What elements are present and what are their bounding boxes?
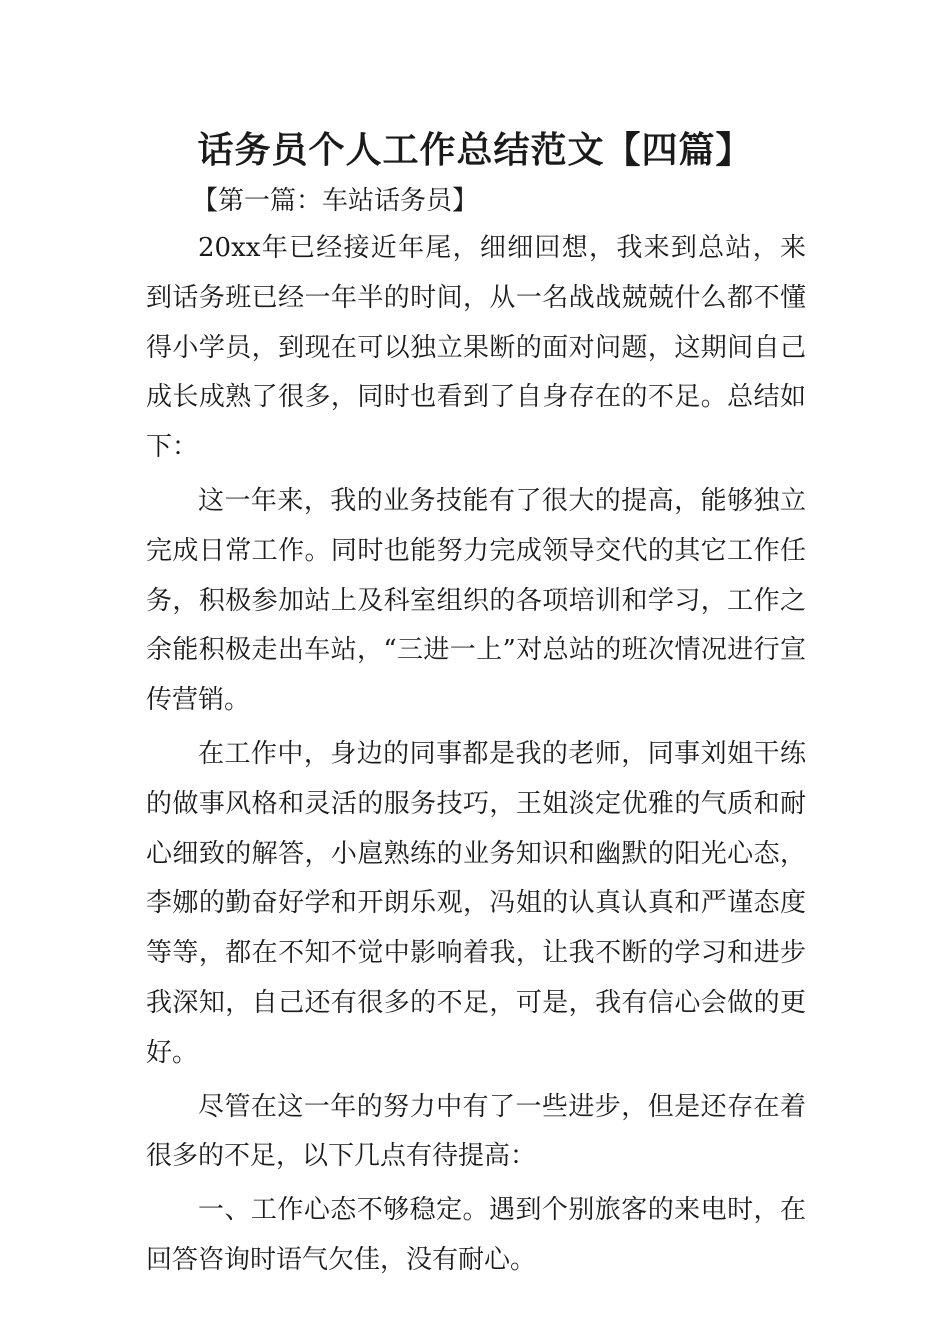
document-body: [146, 224, 806, 1290]
paragraph-5: 一、工作心态不够稳定。遇到个别旅客的来电时，在回答咨询时语气欠佳，没有耐心。: [146, 1195, 806, 1275]
paragraph-3: 在工作中，身边的同事都是我的老师，同事刘姐干练的做事风格和灵活的服务技巧，王姐淡定优雅的气质和耐心细致的解答，小扈熟练的业务知识和幽默的阳光心态，李娜的勤奋好学和开朗乐观，冯姐的认真认真和严谨态度等等，都在不知不觉中影响着我，让我不断的学习和进步我深知，自己还有很多的不足，可是，我有信心会做的更好。: [146, 738, 806, 1068]
paragraph-4: 尽管在这一年的努力中有了一些进步，但是还存在着很多的不足，以下几点有待提高：: [146, 1091, 806, 1172]
paragraph-1: 20xx年已经接近年尾，细细回想，我来到总站，来到话务班已经一年半的时间，从一名战战兢兢什么都不懂得小学员，到现在可以独立果断的面对问题，这期间自己成长成熟了很多，同时也看到了自身存在的不足。总结如下：: [146, 233, 806, 463]
section-heading: 【第一篇：车站话务员】: [192, 186, 479, 216]
paragraph-2: 这一年来，我的业务技能有了很大的提高，能够独立完成日常工作。同时也能努力完成领导交代的其它工作任务，积极参加站上及科室组织的各项培训和学习，工作之余能积极走出车站，“三进一上”对总站的班次情况进行宣传营销。: [146, 485, 806, 716]
document-title: 话务员个人工作总结范文【四篇】: [197, 129, 753, 171]
